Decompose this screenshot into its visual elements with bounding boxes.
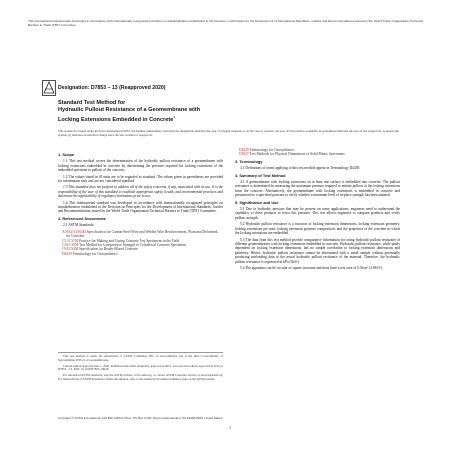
reference-title: Specification for Ready-Mixed Concrete — [78, 247, 138, 252]
title-line-2: Hydraulic Pullout Resistance of a Geomembrane with — [58, 107, 201, 113]
reference-designation[interactable]: C31/C31M — [62, 238, 79, 243]
title-line-1: Standard Test Method for — [58, 100, 126, 106]
document-title — [58, 100, 358, 124]
reference-designation[interactable]: D4439 — [62, 251, 72, 256]
reference-designation[interactable]: C94/C94M — [62, 247, 79, 252]
para-5-1: 5.1 Due to hydraulic pressure that may be present on some applications, engineers need to understand the capability of these products to resist this pressure. This test allows engineers to compare products and verify pullout strength. — [235, 207, 400, 220]
reference-designation[interactable]: D5947 — [239, 152, 249, 157]
para-1-1: 1.1 This test method covers the determination of the hydraulic pullout resistance of a geomembrane with locking extensions embedded in concrete by determining the pressure required for locking extensions of the embedded specimen to pullout of the concrete. — [58, 159, 223, 173]
para-3-1: 3.1 Definitions of terms applying to this test method appear in Terminology D4439. — [240, 166, 361, 171]
reference-link[interactable] — [235, 152, 400, 156]
para-2-1: 2.1 ASTM Standards: — [63, 223, 95, 228]
reference-designation[interactable]: C39/C39M — [62, 242, 79, 247]
title-line-3: Locking Extensions Embedded in Concrete$^1$ — [58, 115, 175, 123]
wto-notice: This international standard was developed in accordance with internationally recognized principles on standardization established in the Decision on Principles for the Development of International Standards, Guides and Recommendations issued by the World Trade Organization Technical Barriers to Trade (TBT) Committee. — [28, 19, 423, 27]
section-significance-heading: 5. Significance and Use — [235, 199, 279, 205]
section-referenced-documents-heading: 2. Referenced Documents — [58, 215, 106, 221]
section-scope-heading: 1. Scope — [58, 152, 75, 157]
reference-link[interactable] — [58, 252, 223, 256]
reference-title: Terminology for Geosynthetics — [248, 148, 295, 152]
section-summary-heading: 4. Summary of Test Method — [235, 172, 286, 178]
para-5-4: 5.4 The apparatus can be circular or square in nature and must have a test area of 0.36 m² (3.88 ft²). — [240, 265, 383, 270]
copyright-line: Copyright © ASTM International, 100 Barr Harbor Drive, PO Box C700, West Conshohocken, PA 19428-2959. United States — [58, 416, 223, 420]
reference-link[interactable] — [58, 230, 223, 239]
footnote-1: This test method is under the jurisdiction of ASTM Committee D35 on Geosynthetics and is the direct responsibility of Subcommittee D35.10 on Geomembranes. — [58, 354, 223, 362]
reference-title: Practice for Making and Curing Concrete Test Specimens in the Field — [78, 238, 180, 243]
title-footnote-mark: 1 — [173, 115, 175, 119]
para-4-1: 4.1 A geomembrane with locking extensions on at least one surface is embedded into concrete. The pullout resistance is determined by measuring the maximum pressure required to initiate pullout of the locking extensions from the concrete. Alternatively, the geomembrane with locking extensions is embedded in concrete and pressurized to a specified pressure to verify whether a minimum level of in-place strength has been attained. — [235, 180, 400, 198]
footnote-3: For referenced ASTM standards, visit the ASTM website, www.astm.org, or contact ASTM Customer Service at service@astm.org. For Annual Book of ASTM Standards volume information, refer to the standard's Document Summary page on the ASTM website. — [58, 373, 223, 381]
para-5-3: 5.3 The data from this test method provide comparative information for rating hydraulic pullout resistance of different geomembranes with locking extensions embedded in concrete. Hydraulic pullout resistance, while partly dependent on locking extension dimensions, has no simple correlation to locking extension dimensions and geometry. Hence, hydraulic pullout resistance cannot be determined with a small sample without potentially producing misleading data to the actual hydraulic pullout resistance of the material. Therefore, the hydraulic pullout resistance is expressed in kPa (lb/ft²). — [235, 237, 400, 264]
reference-title: Test Methods for Physical Dimensions of Solid Plastic Specimens — [248, 152, 345, 157]
standard-issuance-note: This standard is issued under the fixed designation D7853; the number immediately following the designation indicates the year of original adoption or, in the case of revision, the year of last revision. A number in parentheses indicates the year of last reapproval. A superscript epsilon (ε) indicates an editorial change since the last revision or reapproval. — [58, 129, 400, 137]
reference-title: Terminology for Geosynthetics — [71, 251, 118, 256]
reference-title: Test Method for Compressive Strength of Cylindrical Concrete Specimens — [78, 242, 187, 247]
para-1-4: 1.4 This international standard was developed in accordance with internationally recognized principles on standardization established in the Decision on Principles for the Development of International Standards, Guides and Recommendations issued by the World Trade Organization Technical Barriers to Trade (TBT) Committee. — [58, 200, 223, 214]
reference-designation[interactable]: A1064/A1064M — [62, 229, 86, 234]
right-column — [235, 148, 400, 272]
para-1-3: 1.3 This standard does not purport to address all of the safety concerns, if any, associated with its use. It is the responsibility of the user of this standard to establish appropriate safety, health, and environmental practices and determine the applicability of regulatory limitations prior to use. — [58, 185, 223, 199]
left-column — [58, 150, 223, 256]
reference-title: Specification for Carbon-Steel Wire and Welded Wire Reinforcement, Plain and Deformed, for Concrete — [66, 229, 219, 239]
footnote-2: Current edition approved June 1, 2020. Published June 2020. Originally approved in 2013. Last previous edition approved in 2013 as D7853 – 13. DOI: 10.1520/D7853-13R20. — [58, 363, 223, 372]
astm-logo-icon — [42, 80, 56, 96]
page-number: 1 — [229, 426, 231, 430]
footnotes — [58, 352, 223, 384]
section-terminology-heading: 3. Terminology — [235, 158, 263, 164]
designation: Designation: D7853 – 13 (Reapproved 2020) — [58, 85, 166, 91]
para-1-2: 1.2 The values stated in SI units are to be regarded as standard. The values given in parentheses are provided for information only and are not considered standard. — [58, 174, 223, 184]
reference-designation[interactable]: D4439 — [239, 148, 249, 152]
para-5-2: 5.2 Hydraulic pullout resistance is a function of locking extension dimensions, locking extension geometry, locking extensions per area, locking extension polymer composition, and the properties of the concrete in which the locking extensions are embedded. — [235, 222, 400, 236]
